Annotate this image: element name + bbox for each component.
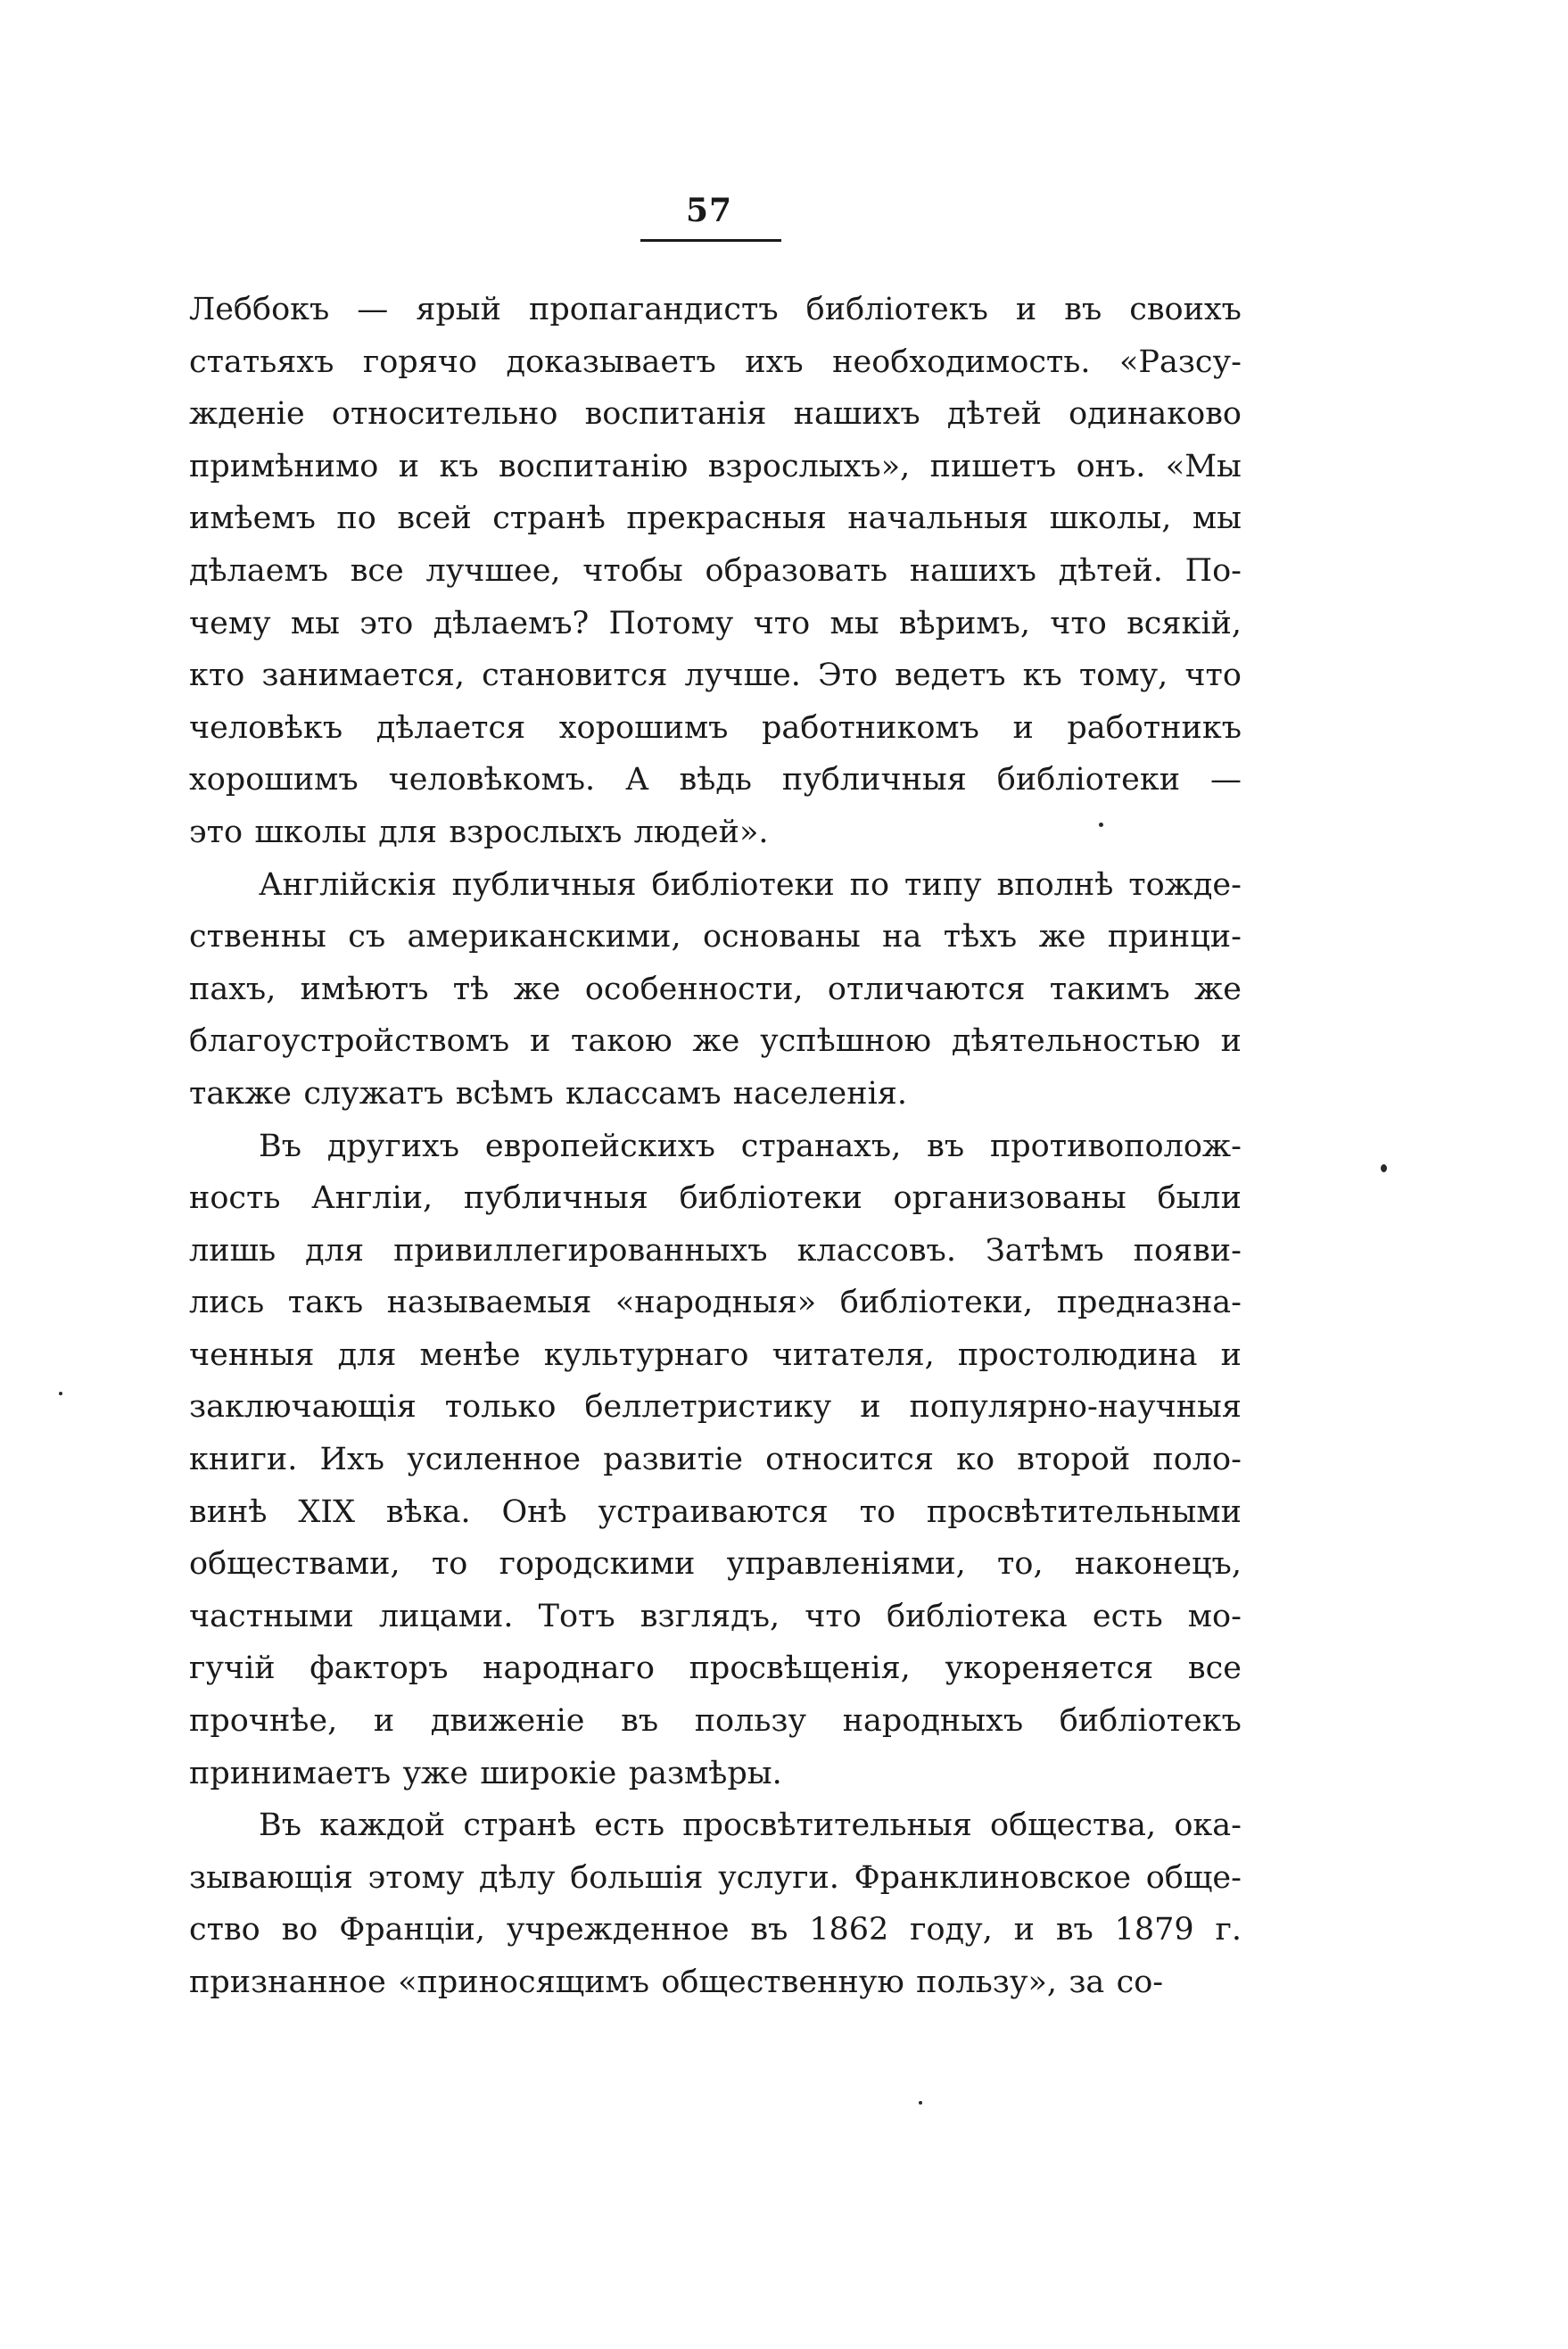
word: мо- (1187, 1598, 1242, 1634)
word: противополож- (989, 1128, 1242, 1164)
word: Англіи, (311, 1180, 433, 1217)
word: имѣемъ (189, 500, 316, 537)
word: статьяхъ (189, 343, 334, 380)
word: школы (254, 814, 367, 850)
text-line (189, 1852, 1242, 1905)
text-line (189, 1591, 1242, 1643)
word: большія (570, 1859, 704, 1896)
word: развитіе (603, 1442, 743, 1478)
word: обществами, (189, 1546, 400, 1583)
text-line (189, 806, 1242, 859)
word: что (753, 605, 811, 641)
word: пользу (694, 1703, 807, 1740)
word: нашихъ (793, 396, 920, 433)
word: укореняется (945, 1650, 1154, 1687)
word: гучій (189, 1650, 276, 1687)
page-number-rule (640, 239, 781, 242)
word: библіотеки, (839, 1285, 1034, 1321)
word: «Разсу- (1119, 343, 1242, 380)
word: всей (397, 500, 472, 537)
word: же (1038, 919, 1086, 955)
word: тожде- (1128, 866, 1242, 903)
word: 1862 (809, 1912, 889, 1948)
print-speck (919, 2101, 922, 2105)
word: своихъ (1129, 292, 1242, 327)
text-line (189, 1956, 1242, 2009)
word: мы (1192, 500, 1242, 537)
word: «приносящимъ (398, 1964, 650, 2000)
word: тѣхъ (943, 919, 1018, 955)
word: въ (621, 1703, 659, 1740)
word: публичныя (463, 1180, 648, 1217)
word: 1879 (1114, 1912, 1194, 1948)
word: школы, (1049, 500, 1172, 537)
word: Въ (259, 1128, 301, 1164)
word: отличаются (827, 971, 1026, 1007)
word: Тотъ (538, 1598, 615, 1634)
word: просвѣтительныя (682, 1807, 972, 1844)
word: же (1194, 971, 1242, 1007)
word: человѣкомъ. (388, 762, 596, 798)
word: и (1013, 1912, 1035, 1948)
text-line (189, 1904, 1242, 1956)
word: обще- (1145, 1859, 1242, 1896)
body-text (189, 284, 1242, 2009)
text-line (189, 1121, 1242, 1173)
word: тѣ (452, 971, 490, 1007)
word: библіотеки (651, 866, 835, 903)
word: «народныя» (615, 1285, 817, 1321)
word: доказываетъ (506, 343, 716, 380)
word: необходимость. (832, 343, 1091, 380)
paragraph (189, 284, 1242, 859)
text-line (189, 1068, 1242, 1121)
text-line (189, 859, 1242, 912)
word: населенія. (732, 1075, 907, 1112)
word: взглядъ, (640, 1598, 780, 1634)
word: и (860, 1389, 881, 1426)
word: хорошимъ (558, 709, 729, 746)
word: вѣдь (679, 762, 752, 798)
word: воспитанія (584, 396, 767, 433)
word: и (1015, 292, 1037, 327)
word: народнаго (483, 1650, 655, 1687)
word: библіотеки (996, 762, 1181, 798)
word: всякій, (1126, 605, 1242, 641)
word: также (189, 1075, 293, 1112)
word: въ (1064, 292, 1102, 327)
text-line (189, 1748, 1242, 1800)
word: ведетъ (895, 658, 1006, 694)
word: ченныя (189, 1336, 315, 1373)
word: принимаетъ (189, 1755, 392, 1791)
word: этому (367, 1859, 465, 1896)
word: Англійскія (259, 866, 437, 903)
text-line (189, 649, 1242, 702)
word: городскими (499, 1546, 696, 1583)
word: взрослыхъ», (707, 448, 911, 484)
print-speck (59, 1392, 62, 1395)
word: все (1187, 1650, 1242, 1687)
word: управленіями, (726, 1546, 966, 1583)
word: американскими, (407, 919, 681, 955)
word: работникомъ (762, 709, 979, 746)
text-line (189, 754, 1242, 806)
word: ихъ (745, 343, 804, 380)
word: примѣнимо (189, 448, 379, 484)
word: относится (765, 1442, 934, 1478)
word: Потому (608, 605, 734, 641)
word: особенности, (584, 971, 804, 1007)
word: устраиваются (598, 1493, 829, 1530)
word: жденіе (189, 396, 305, 433)
word: одинаково (1069, 396, 1242, 433)
text-line (189, 1486, 1242, 1539)
word: есть (594, 1807, 664, 1844)
word: Въ (259, 1807, 301, 1844)
word: принци- (1107, 919, 1242, 955)
word: же (692, 1023, 740, 1060)
word: XIX (298, 1493, 356, 1530)
word: прекрасныя (626, 500, 827, 537)
word: учрежденное (506, 1912, 730, 1948)
page-number: 57 (685, 192, 733, 229)
text-line (189, 441, 1242, 493)
word: читателя, (772, 1336, 935, 1373)
word: предназна- (1056, 1285, 1242, 1321)
text-line (189, 1799, 1242, 1852)
word: широкіе (480, 1755, 617, 1791)
word: «Мы (1165, 448, 1242, 484)
word: уже (402, 1755, 468, 1791)
word: странѣ (463, 1807, 577, 1844)
word: типу (904, 866, 982, 903)
text-line (189, 545, 1242, 598)
word: беллетристику (584, 1389, 832, 1426)
word: и (1012, 709, 1034, 746)
word: Затѣмъ (985, 1232, 1104, 1269)
word: популярно-научныя (909, 1389, 1242, 1426)
word: библіотеки (679, 1180, 862, 1217)
word: и (1220, 1336, 1242, 1373)
word: движеніе (430, 1703, 585, 1740)
word: лись (189, 1285, 265, 1321)
word: вполнѣ (996, 866, 1114, 903)
word: становится (482, 658, 668, 694)
word: Леббокъ (189, 292, 330, 327)
text-line (189, 336, 1242, 389)
text-line (189, 1172, 1242, 1225)
word: основаны (702, 919, 861, 955)
word: же (513, 971, 561, 1007)
word: г. (1215, 1912, 1242, 1948)
word: Онѣ (501, 1493, 567, 1530)
word: дѣлаемъ (189, 552, 328, 589)
word: ность (189, 1180, 281, 1217)
word: онъ. (1076, 448, 1146, 484)
text-line (189, 1642, 1242, 1695)
word: услуги. (718, 1859, 839, 1896)
word: каждой (319, 1807, 446, 1844)
word: факторъ (309, 1650, 449, 1687)
word: на (882, 919, 922, 955)
word: лучше. (684, 658, 801, 694)
word: пишетъ (929, 448, 1057, 484)
word: привиллегированныхъ (393, 1232, 768, 1269)
word: библіотека (887, 1598, 1068, 1634)
text-line (189, 1015, 1242, 1068)
word: все (350, 552, 404, 589)
word: кто (189, 658, 245, 694)
word: занимается, (261, 658, 465, 694)
word: мы (829, 605, 879, 641)
word: Франціи, (339, 1912, 485, 1948)
word: странѣ (492, 500, 606, 537)
word: Ихъ (319, 1442, 385, 1478)
word: для (305, 1232, 365, 1269)
word: менѣе (419, 1336, 521, 1373)
word: — (1209, 762, 1242, 798)
word: это (359, 605, 414, 641)
word: — (357, 292, 389, 327)
word: такимъ (1049, 971, 1170, 1007)
word: библіотекъ (805, 292, 988, 327)
word: дѣлается (375, 709, 526, 746)
word: хорошимъ (189, 762, 359, 798)
word: дѣятельностью (951, 1023, 1201, 1060)
word: относительно (331, 396, 558, 433)
word: общественную (661, 1964, 904, 2000)
word: работникъ (1067, 709, 1242, 746)
word: частными (189, 1598, 354, 1634)
paragraph (189, 1121, 1242, 1800)
word: зывающія (189, 1859, 353, 1896)
word: благоустройствомъ (189, 1023, 510, 1060)
word: успѣшною (760, 1023, 932, 1060)
word: прочнѣе, (189, 1703, 338, 1740)
word: чтобы (582, 552, 683, 589)
word: книги. (189, 1442, 298, 1478)
word: и (1220, 1023, 1242, 1060)
word: публичныя (781, 762, 967, 798)
word: винѣ (189, 1493, 268, 1530)
word: лишь (189, 1232, 276, 1269)
word: усиленное (407, 1442, 582, 1478)
text-line (189, 1277, 1242, 1329)
word: ко (956, 1442, 995, 1478)
word: горячо (362, 343, 477, 380)
word: къ (1022, 658, 1062, 694)
word: лучшее, (425, 552, 561, 589)
word: образовать (705, 552, 888, 589)
word: человѣкъ (189, 709, 343, 746)
word: что (1184, 658, 1242, 694)
text-line (189, 492, 1242, 545)
print-speck (1099, 823, 1103, 827)
word: что (1050, 605, 1107, 641)
word: просвѣщенія, (689, 1650, 911, 1687)
word: культурнаго (543, 1336, 749, 1373)
word: наконецъ, (1074, 1546, 1242, 1583)
word: классамъ (565, 1075, 722, 1112)
word: организованы (893, 1180, 1126, 1217)
word: дѣтей (946, 396, 1042, 433)
word: вѣка. (385, 1493, 471, 1530)
word: Это (817, 658, 879, 694)
word: поло- (1152, 1442, 1242, 1478)
text-line (189, 1434, 1242, 1486)
word: къ (439, 448, 479, 484)
word: были (1157, 1180, 1242, 1217)
word: общества, (990, 1807, 1157, 1844)
word: Франклиновское (854, 1859, 1132, 1896)
word: такою (571, 1023, 673, 1060)
word: только (444, 1389, 557, 1426)
word: людей». (633, 814, 769, 850)
text-line (189, 1329, 1242, 1382)
word: просвѣтительными (926, 1493, 1242, 1530)
word: пользу», (916, 1964, 1058, 2000)
word: пропагандистъ (529, 292, 779, 327)
word: ока- (1174, 1807, 1242, 1844)
word: лицами. (378, 1598, 514, 1634)
word: для (378, 814, 438, 850)
word: то, (997, 1546, 1044, 1583)
word: простолюдина (957, 1336, 1198, 1373)
word: начальныя (847, 500, 1029, 537)
word: По- (1184, 552, 1242, 589)
word: называемыя (386, 1285, 592, 1321)
word: признанное (189, 1964, 386, 2000)
word: что (805, 1598, 862, 1634)
text-line (189, 598, 1242, 650)
word: въ (1055, 1912, 1093, 1948)
word: со- (1116, 1964, 1164, 2000)
word: ярый (416, 292, 501, 327)
word: заключающія (189, 1389, 417, 1426)
word: второй (1017, 1442, 1131, 1478)
word: это (189, 814, 243, 850)
word: есть (1092, 1598, 1163, 1634)
word: съ (348, 919, 386, 955)
word: дѣлу (479, 1859, 556, 1896)
word: и (398, 448, 420, 484)
word: библіотекъ (1059, 1703, 1242, 1740)
word: году, (910, 1912, 993, 1948)
word: классовъ. (796, 1232, 956, 1269)
word: и (529, 1023, 551, 1060)
word: А (625, 762, 649, 798)
text-line (189, 1381, 1242, 1434)
word: ство (189, 1912, 260, 1948)
word: то (431, 1546, 468, 1583)
word: другихъ (326, 1128, 460, 1164)
word: появи- (1133, 1232, 1242, 1269)
word: народныхъ (842, 1703, 1024, 1740)
word: взрослыхъ (449, 814, 623, 850)
word: въ (750, 1912, 788, 1948)
word: то (859, 1493, 896, 1530)
word: по (336, 500, 376, 537)
word: и (373, 1703, 395, 1740)
word: вѣримъ, (898, 605, 1030, 641)
word: имѣютъ (300, 971, 429, 1007)
word: чему (189, 605, 271, 641)
word: всѣмъ (455, 1075, 554, 1112)
word: воспитанію (499, 448, 689, 484)
text-line (189, 284, 1242, 336)
text-line (189, 702, 1242, 755)
word: странахъ, (740, 1128, 902, 1164)
text-line (189, 1538, 1242, 1591)
paragraph (189, 1799, 1242, 2008)
word: за (1069, 1964, 1105, 2000)
text-line (189, 964, 1242, 1016)
text-line (189, 388, 1242, 441)
word: размѣры. (628, 1755, 782, 1791)
text-line (189, 1225, 1242, 1278)
word: по (849, 866, 890, 903)
word: ственны (189, 919, 326, 955)
word: публичныя (451, 866, 637, 903)
word: для (337, 1336, 397, 1373)
word: дѣтей. (1058, 552, 1163, 589)
word: дѣлаемъ? (433, 605, 590, 641)
word: нашихъ (909, 552, 1036, 589)
word: служатъ (303, 1075, 444, 1112)
text-line (189, 911, 1242, 964)
word: въ (927, 1128, 965, 1164)
text-line (189, 1695, 1242, 1748)
word: европейскихъ (484, 1128, 715, 1164)
print-speck (1381, 1164, 1387, 1172)
word: такъ (287, 1285, 364, 1321)
word: мы (290, 605, 341, 641)
word: тому, (1078, 658, 1168, 694)
word: во (281, 1912, 318, 1948)
word: пахъ, (189, 971, 276, 1007)
paragraph (189, 859, 1242, 1121)
